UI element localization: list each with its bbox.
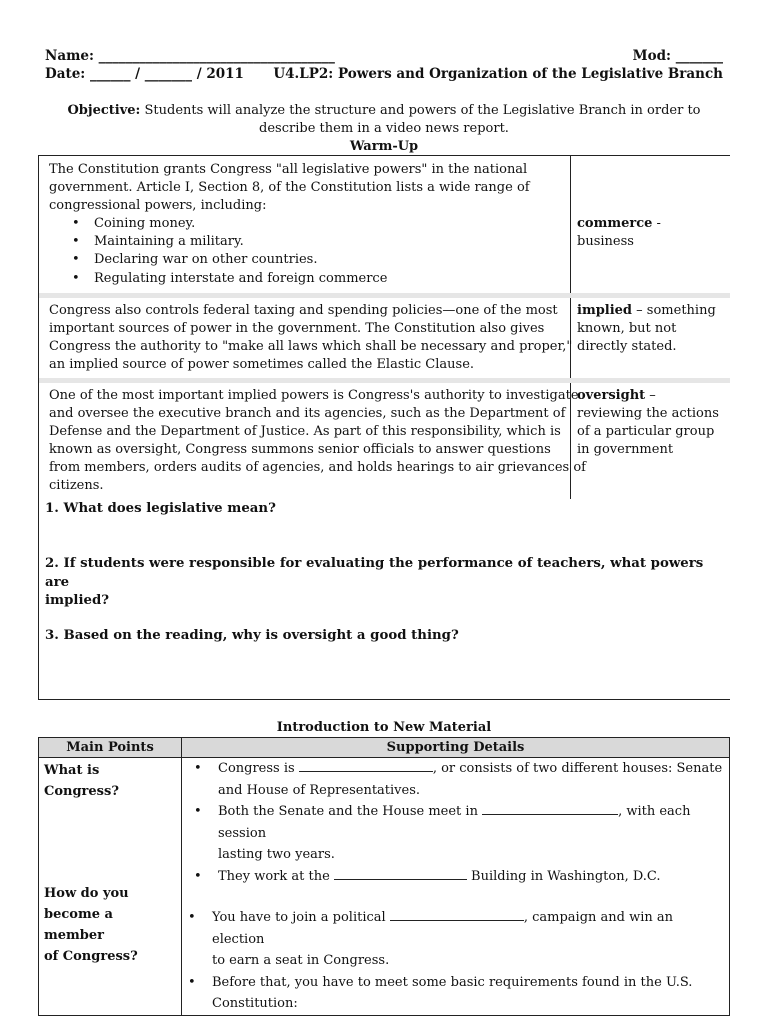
paragraph-line: government. Article I, Section 8, of the Constitution lists a wide range of bbox=[49, 180, 530, 195]
question-1: 1. What does legislative mean? bbox=[45, 501, 276, 516]
vocab-definition: directly stated. bbox=[577, 339, 677, 354]
paragraph-line: The Constitution grants Congress "all legislative powers" in the national bbox=[49, 162, 528, 177]
vocab-sep: – something bbox=[632, 303, 716, 318]
list-item: • Declaring war on other countries. bbox=[94, 251, 567, 269]
objective-text: Students will analyze the structure and powers of the Legislative Branch in order to describe them in a video news report. bbox=[144, 103, 701, 136]
paragraph-line: Defense and the Department of Justice. As part of this responsibility, which is bbox=[49, 424, 561, 439]
powers-list bbox=[49, 215, 567, 288]
vocab-definition: in government bbox=[577, 442, 674, 457]
warmup-title: Warm-Up bbox=[349, 139, 419, 154]
main-point: What is Congress? bbox=[44, 763, 119, 799]
list-item: • Before that, you have to meet some basic requirements found in the U.S. Constitution: bbox=[212, 972, 725, 1015]
paragraph-line: and oversee the executive branch and its agencies, such as the Department of bbox=[49, 406, 566, 421]
fill-in-blank[interactable] bbox=[482, 801, 618, 815]
vocab-term: commerce bbox=[577, 216, 653, 231]
date-field[interactable]: Date: ______ / _______ / 2011 bbox=[45, 66, 244, 82]
paragraph-line: Congress also controls federal taxing and spending policies—one of the most bbox=[49, 303, 558, 318]
list-item: • Congress is , or consists of two different houses: Senate and House of Representatives. bbox=[218, 758, 725, 801]
list-item: • Maintaining a military. bbox=[94, 233, 567, 251]
vocab-commerce bbox=[577, 215, 727, 251]
paragraph-line: important sources of power in the government. The Constitution also gives bbox=[49, 321, 545, 336]
paragraph-line: congressional powers, including: bbox=[49, 198, 267, 213]
question-line: 2. If students were responsible for evaluating the performance of teachers, what powers are bbox=[45, 556, 704, 590]
paragraph-line: known as oversight, Congress summons senior officials to answer questions bbox=[49, 442, 551, 457]
paragraph-line: citizens. bbox=[49, 478, 104, 493]
vocab-definition: business bbox=[577, 234, 634, 249]
question-2 bbox=[45, 555, 725, 611]
details-list bbox=[186, 758, 725, 887]
column-divider bbox=[570, 155, 571, 499]
list-item: • They work at the Building in Washington, D.C. bbox=[218, 866, 725, 888]
lesson-title: U4.LP2: Powers and Organization of the Legislative Branch bbox=[273, 66, 723, 82]
objective-label: Objective: bbox=[67, 103, 141, 118]
vocab-oversight bbox=[577, 387, 727, 459]
vocab-definition: reviewing the actions bbox=[577, 406, 719, 421]
main-points-header: Main Points bbox=[39, 738, 182, 758]
vocab-sep: – bbox=[645, 388, 656, 403]
name-field[interactable]: Name: ___________________________________ bbox=[45, 48, 335, 64]
paragraph-line: Congress the authority to "make all laws which shall be necessary and proper," bbox=[49, 339, 573, 354]
main-points-cell bbox=[39, 758, 182, 1016]
paragraph-line: from members, orders audits of agencies, and holds hearings to air grievances of bbox=[49, 460, 586, 475]
supporting-details-cell bbox=[182, 758, 730, 1016]
paragraph-line: One of the most important implied powers is Congress's authority to investigate bbox=[49, 388, 579, 403]
section-separator bbox=[39, 293, 730, 298]
vocab-implied bbox=[577, 302, 727, 356]
list-item: • Coining money. bbox=[94, 215, 567, 233]
intro-title: Introduction to New Material bbox=[276, 720, 492, 735]
warmup-paragraph-3 bbox=[49, 387, 586, 495]
objective bbox=[45, 102, 723, 138]
paragraph-line: an implied source of power sometimes called the Elastic Clause. bbox=[49, 357, 475, 372]
list-item: • Both the Senate and the House meet in , with each session lasting two years. bbox=[218, 801, 725, 866]
vocab-definition: of a particular group bbox=[577, 424, 715, 439]
list-item: • Regulating interstate and foreign commerce bbox=[94, 270, 567, 288]
details-list bbox=[186, 907, 725, 1015]
vocab-sep: - bbox=[652, 216, 661, 231]
question-3: 3. Based on the reading, why is oversight a good thing? bbox=[45, 628, 459, 643]
section-separator bbox=[39, 378, 730, 383]
supporting-details-header: Supporting Details bbox=[182, 738, 730, 758]
list-item: • You have to join a political , campaign and win an election to earn a seat in Congress. bbox=[212, 907, 725, 972]
question-line: implied? bbox=[45, 593, 110, 608]
header-row-2 bbox=[45, 66, 723, 82]
fill-in-blank[interactable] bbox=[390, 907, 524, 921]
fill-in-blank[interactable] bbox=[299, 758, 433, 772]
vocab-term: oversight bbox=[577, 388, 646, 403]
mod-field[interactable]: Mod: _______ bbox=[632, 48, 723, 64]
main-point: How do you become a member of Congress? bbox=[44, 886, 138, 964]
fill-in-blank[interactable] bbox=[334, 866, 467, 880]
notes-table bbox=[38, 737, 730, 1016]
warmup-paragraph-1 bbox=[49, 161, 567, 288]
vocab-definition: known, but not bbox=[577, 321, 677, 336]
header-row-1 bbox=[45, 48, 723, 64]
vocab-term: implied bbox=[577, 303, 633, 318]
warmup-paragraph-2 bbox=[49, 302, 573, 374]
